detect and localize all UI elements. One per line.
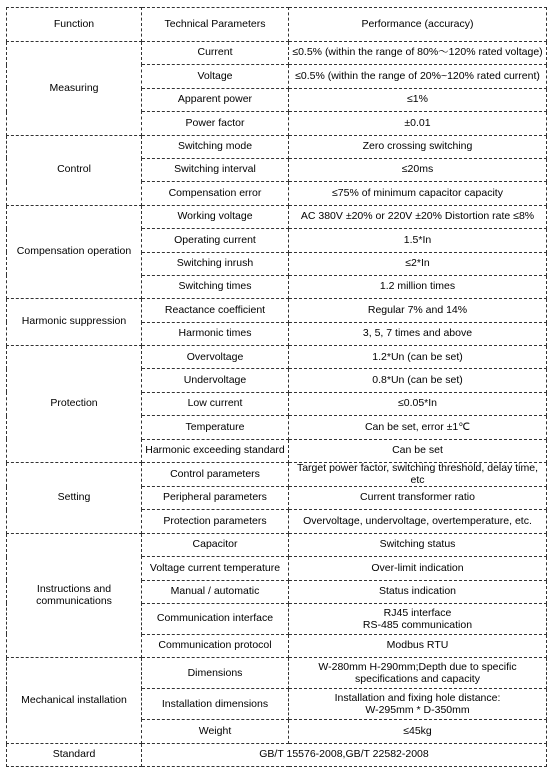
table-row bbox=[7, 346, 547, 369]
perf-cell: ≤1% bbox=[289, 88, 547, 111]
perf-line: specifications and capacity bbox=[355, 673, 480, 686]
param-cell: Control parameters bbox=[142, 463, 289, 487]
param-cell: Working voltage bbox=[142, 205, 289, 228]
param-cell: Voltage bbox=[142, 65, 289, 88]
perf-cell: 1.5*In bbox=[289, 229, 547, 252]
param-cell: Overvoltage bbox=[142, 346, 289, 369]
perf-cell bbox=[289, 689, 547, 720]
param-cell: Harmonic times bbox=[142, 322, 289, 345]
perf-line: RJ45 interface bbox=[383, 606, 452, 619]
standard-label: Standard bbox=[7, 743, 142, 766]
param-cell: Communication protocol bbox=[142, 634, 289, 657]
function-cell-protection: Protection bbox=[7, 346, 142, 463]
perf-line: Installation and fixing hole distance: bbox=[334, 692, 501, 705]
perf-line: W-295mm * D-350mm bbox=[365, 704, 470, 717]
param-cell: Switching times bbox=[142, 275, 289, 298]
param-cell: Power factor bbox=[142, 112, 289, 135]
perf-cell: ≤0.05*In bbox=[289, 392, 547, 415]
perf-cell: 0.8*Un (can be set) bbox=[289, 369, 547, 392]
perf-cell: ≤2*In bbox=[289, 252, 547, 275]
table-row bbox=[7, 299, 547, 322]
header-technical-parameters: Technical Parameters bbox=[142, 8, 289, 42]
param-cell: Apparent power bbox=[142, 88, 289, 111]
table-row bbox=[7, 463, 547, 487]
function-cell-mechanical-installation: Mechanical installation bbox=[7, 658, 142, 743]
perf-cell: Modbus RTU bbox=[289, 634, 547, 657]
perf-cell: Switching status bbox=[289, 533, 547, 556]
param-cell: Dimensions bbox=[142, 658, 289, 689]
param-cell: Weight bbox=[142, 720, 289, 743]
param-cell: Voltage current temperature bbox=[142, 557, 289, 580]
perf-cell bbox=[289, 658, 547, 689]
param-cell: Switching mode bbox=[142, 135, 289, 158]
perf-line: RS-485 communication bbox=[362, 618, 473, 631]
function-cell-compensation-operation: Compensation operation bbox=[7, 205, 142, 299]
param-cell: Capacitor bbox=[142, 533, 289, 556]
header-performance: Performance (accuracy) bbox=[289, 8, 547, 42]
perf-cell: ≤45kg bbox=[289, 720, 547, 743]
perf-cell: ≤0.5% (within the range of 20%~120% rated current) bbox=[289, 65, 547, 88]
perf-cell: Current transformer ratio bbox=[289, 487, 547, 510]
standard-value: GB/T 15576-2008,GB/T 22582-2008 bbox=[142, 743, 547, 766]
table-row bbox=[7, 658, 547, 689]
param-cell: Peripheral parameters bbox=[142, 487, 289, 510]
perf-cell: 1.2*Un (can be set) bbox=[289, 346, 547, 369]
param-cell: Installation dimensions bbox=[142, 689, 289, 720]
perf-cell: Overvoltage, undervoltage, overtemperature, etc. bbox=[289, 510, 547, 533]
function-cell-harmonic-suppression: Harmonic suppression bbox=[7, 299, 142, 346]
header-function: Function bbox=[7, 8, 142, 42]
perf-cell: ≤75% of minimum capacitor capacity bbox=[289, 182, 547, 205]
table-row bbox=[7, 135, 547, 158]
perf-cell bbox=[289, 603, 547, 634]
perf-cell: 1.2 million times bbox=[289, 275, 547, 298]
table-row bbox=[7, 205, 547, 228]
perf-cell: AC 380V ±20% or 220V ±20% Distortion rate ≤8% bbox=[289, 205, 547, 228]
table-row bbox=[7, 533, 547, 556]
param-cell: Switching interval bbox=[142, 158, 289, 181]
param-cell: Current bbox=[142, 42, 289, 65]
param-cell: Undervoltage bbox=[142, 369, 289, 392]
perf-cell: Status indication bbox=[289, 580, 547, 603]
perf-cell: ≤20ms bbox=[289, 158, 547, 181]
perf-cell: Regular 7% and 14% bbox=[289, 299, 547, 322]
table-row bbox=[7, 42, 547, 65]
perf-cell: Can be set, error ±1℃ bbox=[289, 416, 547, 439]
param-cell: Manual / automatic bbox=[142, 580, 289, 603]
param-cell: Communication interface bbox=[142, 603, 289, 634]
function-cell-instructions-communications: Instructions and communications bbox=[7, 533, 142, 658]
function-cell-control: Control bbox=[7, 135, 142, 205]
param-cell: Temperature bbox=[142, 416, 289, 439]
spec-table-container bbox=[6, 7, 546, 767]
perf-cell: Over-limit indication bbox=[289, 557, 547, 580]
param-cell: Reactance coefficient bbox=[142, 299, 289, 322]
param-cell: Switching inrush bbox=[142, 252, 289, 275]
function-cell-measuring: Measuring bbox=[7, 42, 142, 136]
param-cell: Harmonic exceeding standard bbox=[142, 439, 289, 462]
table-row-standard bbox=[7, 743, 547, 766]
perf-cell: Can be set bbox=[289, 439, 547, 462]
perf-cell: 3, 5, 7 times and above bbox=[289, 322, 547, 345]
param-cell: Low current bbox=[142, 392, 289, 415]
perf-cell: Target power factor, switching threshold, delay time, etc bbox=[289, 463, 547, 487]
perf-cell: Zero crossing switching bbox=[289, 135, 547, 158]
perf-line: W-280mm H-290mm;Depth due to specific bbox=[318, 661, 517, 674]
table-header-row bbox=[7, 8, 547, 42]
function-cell-setting: Setting bbox=[7, 463, 142, 534]
perf-cell: ≤0.5% (within the range of 80%～120% rated voltage) bbox=[289, 42, 547, 65]
spec-table bbox=[6, 7, 547, 767]
param-cell: Operating current bbox=[142, 229, 289, 252]
param-cell: Protection parameters bbox=[142, 510, 289, 533]
perf-cell: ±0.01 bbox=[289, 112, 547, 135]
param-cell: Compensation error bbox=[142, 182, 289, 205]
